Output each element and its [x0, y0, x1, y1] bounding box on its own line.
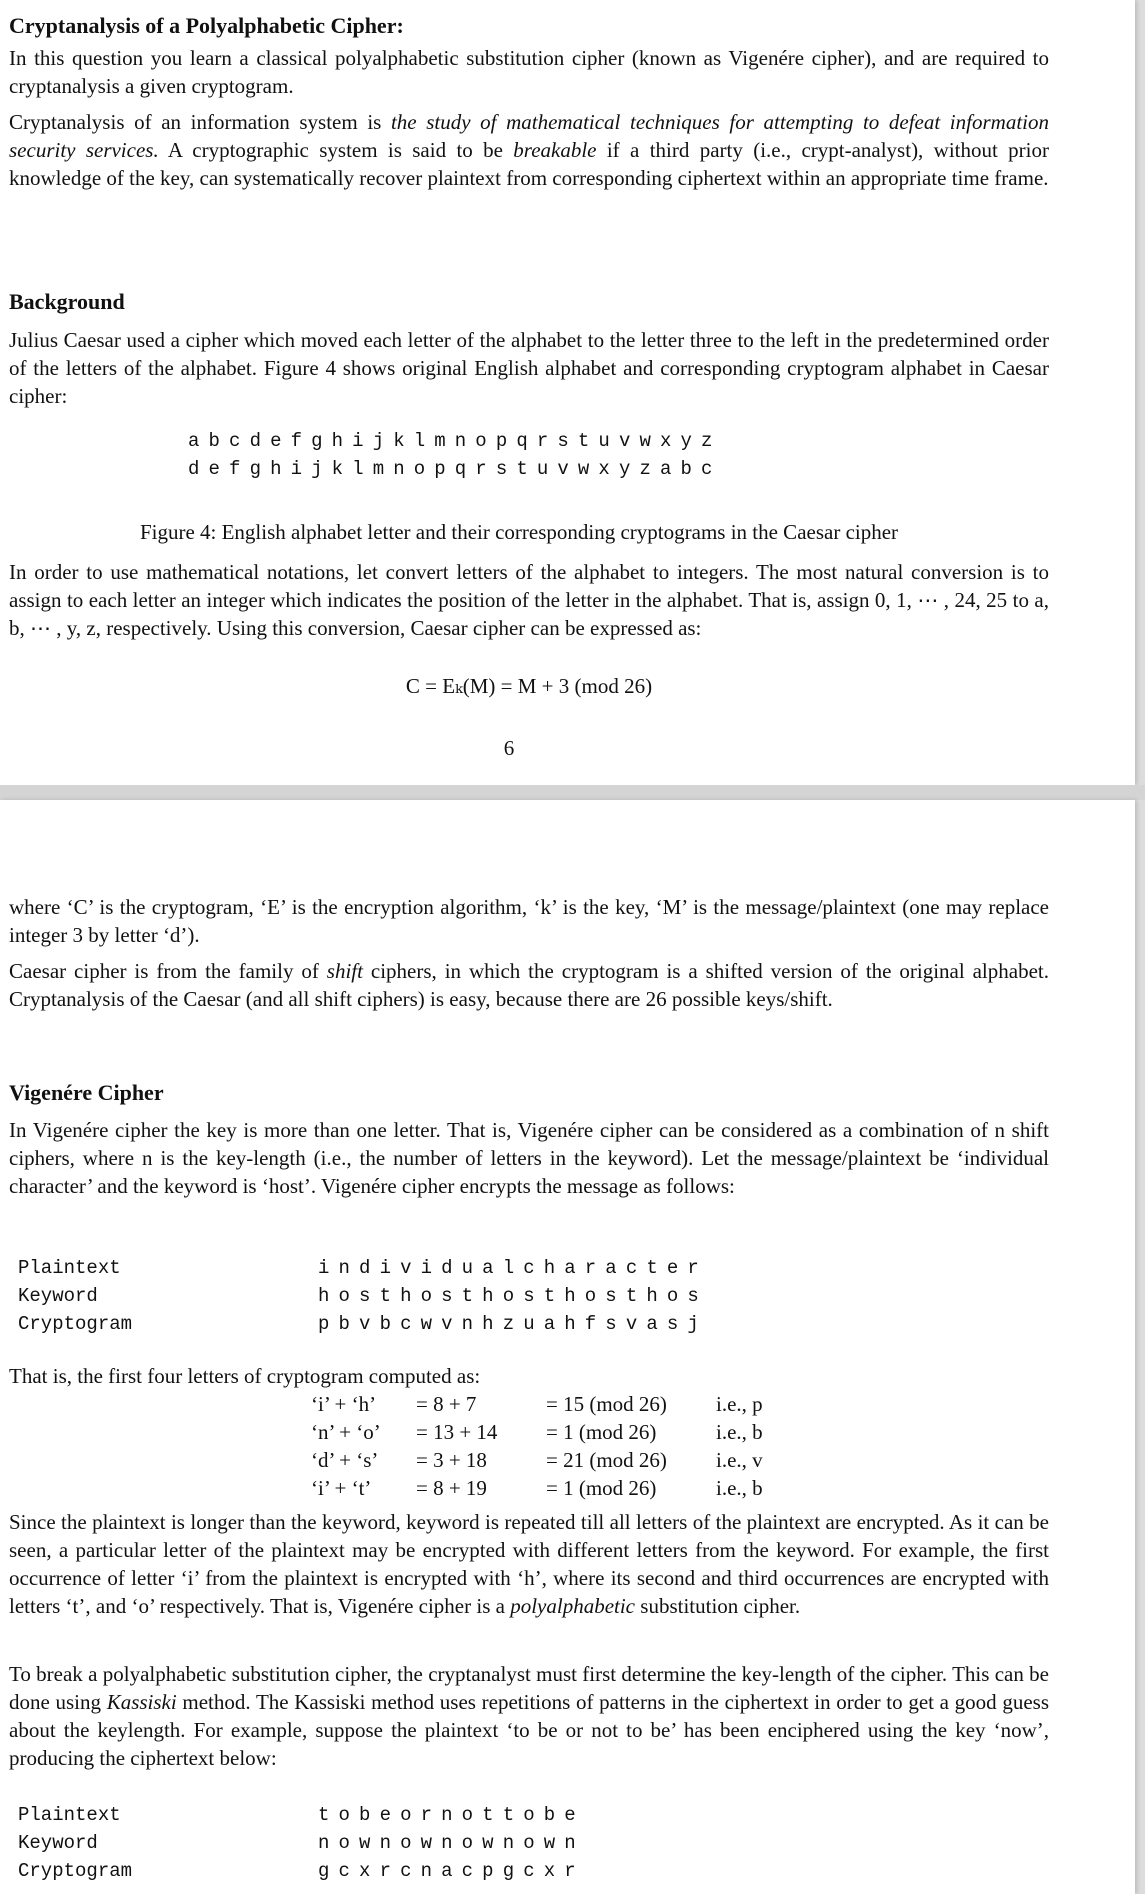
repeat-emphasis: polyalphabetic: [510, 1594, 636, 1618]
definition-pre: Cryptanalysis of an information system is: [9, 110, 391, 134]
calc-pair: ‘i’ + ‘h’: [311, 1392, 377, 1416]
calc-table: [311, 1390, 763, 1502]
table-label-cryptogram: Cryptogram: [18, 1860, 133, 1882]
vigenere-table: [18, 1254, 132, 1338]
kasiski-paragraph: [9, 1660, 1049, 1772]
calc-letter: i.e., b: [716, 1420, 763, 1444]
definition-post: if a third party (i.e., crypt-analyst), without prior knowledge of the key, can systematically recover plaintext from corresponding ciphertext within an appropriate time frame.: [9, 138, 1049, 190]
calc-result: = 1 (mod 26): [546, 1476, 657, 1500]
calc-letter: i.e., p: [716, 1392, 763, 1416]
definition-emphasis-breakable: breakable: [513, 138, 597, 162]
page-number: 6: [503, 736, 515, 760]
table-label-cryptogram: Cryptogram: [18, 1313, 133, 1335]
intro-paragraph: In this question you learn a classical polyalphabetic substitution cipher (known as Vigenére cipher), and are required to cryptanalysis a given cryptogram.: [9, 46, 1049, 98]
table-label-plaintext: Plaintext: [18, 1257, 121, 1279]
calc-letter: i.e., v: [716, 1448, 763, 1472]
definition-mid: A cryptographic system is said to be: [158, 138, 514, 162]
conversion-paragraph: In order to use mathematical notations, let convert letters of the alphabet to integers. The most natural conversion is to assign to each letter an integer which indicates the position of the letter in the alphabet. That is, assign 0, 1, ⋯ , 24, 25 to a, b, ⋯ , y, z, respectively. Using this conversion, Caesar cipher can be expressed as:: [9, 560, 1049, 640]
calc-row: [311, 1446, 763, 1474]
calc-pair: ‘i’ + ‘t’: [311, 1476, 372, 1500]
alphabet-plain-row: abcdefghijklmnopqrstuvwxyz: [188, 430, 722, 452]
table-label-keyword: Keyword: [18, 1832, 98, 1854]
section-title: Cryptanalysis of a Polyalphabetic Cipher:: [9, 13, 404, 38]
table-row-cryptogram: gcxrcnacpgcxr: [318, 1860, 585, 1882]
shift-post: ciphers, in which the cryptogram is a shifted version of the original alphabet. Cryptanalysis of the Caesar (and all shift ciphers) is easy, because there are 26 possible keys/shift.: [9, 959, 1049, 1011]
calc-result: = 15 (mod 26): [546, 1392, 667, 1416]
table-row-keyword: hosthosthosthosthos: [318, 1285, 708, 1307]
where-paragraph: where ‘C’ is the cryptogram, ‘E’ is the encryption algorithm, ‘k’ is the key, ‘M’ is the message/plaintext (one may replace integer 3 by letter ‘d’).: [9, 895, 1049, 947]
page-gap: [0, 785, 1145, 800]
calc-sum: = 8 + 7: [416, 1392, 477, 1416]
kasiski-pre: To break a polyalphabetic substitution cipher, the cryptanalyst must first determine the key-length of the cipher. This can be done using: [9, 1662, 1049, 1714]
calc-row: [311, 1474, 763, 1502]
repeat-pre: Since the plaintext is longer than the keyword, keyword is repeated till all letters of the plaintext are encrypted. As it can be seen, a particular letter of the plaintext may be encrypted with different letters from the keyword. For example, the first occurrence of letter ‘i’ from the plaintext is encrypted with ‘h’, where its second and third occurrences are encrypted with letters ‘t’, and ‘o’ respectively. That is, Vigenére cipher is a: [9, 1510, 1049, 1618]
shift-pre: Caesar cipher is from the family of: [9, 959, 327, 983]
kasiski-table-values: [318, 1801, 585, 1885]
calc-sum: = 3 + 18: [416, 1448, 487, 1472]
table-row-plaintext: individualcharacter: [318, 1257, 708, 1279]
calc-result: = 21 (mod 26): [546, 1448, 667, 1472]
calc-intro: That is, the first four letters of cryptogram computed as:: [9, 1364, 481, 1388]
alphabet-cipher-row: defghijklmnopqrstuvwxyzabc: [188, 458, 722, 480]
vigenere-table-values: [318, 1254, 708, 1338]
table-label-plaintext: Plaintext: [18, 1804, 121, 1826]
calc-sum: = 8 + 19: [416, 1476, 487, 1500]
table-row-keyword: nownownownown: [318, 1832, 585, 1854]
repeat-post: substitution cipher.: [635, 1594, 801, 1618]
kasiski-table: [18, 1801, 132, 1885]
background-paragraph: Julius Caesar used a cipher which moved each letter of the alphabet to the letter three to the left in the predetermined order of the letters of the alphabet. Figure 4 shows original English alphabet and corresponding cryptogram alphabet in Caesar cipher:: [9, 328, 1049, 408]
calc-row: [311, 1418, 763, 1446]
repeat-paragraph: [9, 1508, 1049, 1620]
figure-caption: Figure 4: English alphabet letter and their corresponding cryptograms in the Caesar cipher: [139, 520, 899, 544]
shift-paragraph: [9, 957, 1049, 1013]
kasiski-emphasis: Kassiski: [106, 1690, 177, 1714]
vigenere-paragraph: In Vigenére cipher the key is more than one letter. That is, Vigenére cipher can be considered as a combination of n shift ciphers, where n is the key-length (i.e., the number of letters in the keyword). Let the message/plaintext be ‘individual character’ and the keyword is ‘host’. Vigenére cipher encrypts the message as follows:: [9, 1118, 1049, 1198]
calc-letter: i.e., b: [716, 1476, 763, 1500]
table-row-plaintext: tobeornottobe: [318, 1804, 585, 1826]
vigenere-heading: Vigenére Cipher: [9, 1080, 164, 1105]
definition-paragraph: [9, 108, 1049, 192]
calc-pair: ‘n’ + ‘o’: [311, 1420, 381, 1444]
caesar-formula: C = Eₖ(M) = M + 3 (mod 26): [405, 674, 653, 698]
calc-sum: = 13 + 14: [416, 1420, 498, 1444]
table-label-keyword: Keyword: [18, 1285, 98, 1307]
shift-emphasis: shift: [326, 959, 363, 983]
definition-emphasis: the study of mathematical techniques for attempting to defeat information security services.: [9, 110, 1049, 162]
calc-row: [311, 1390, 763, 1418]
calc-pair: ‘d’ + ‘s’: [311, 1448, 379, 1472]
background-heading: Background: [9, 289, 125, 314]
calc-result: = 1 (mod 26): [546, 1420, 657, 1444]
table-row-cryptogram: pbvbcwvnhzuahfsvasj: [318, 1313, 708, 1335]
kasiski-post: method. The Kassiski method uses repetitions of patterns in the ciphertext in order to get a good guess about the keylength. For example, suppose the plaintext ‘to be or not to be’ has been enciphered using the key ‘now’, producing the ciphertext below:: [9, 1690, 1049, 1770]
